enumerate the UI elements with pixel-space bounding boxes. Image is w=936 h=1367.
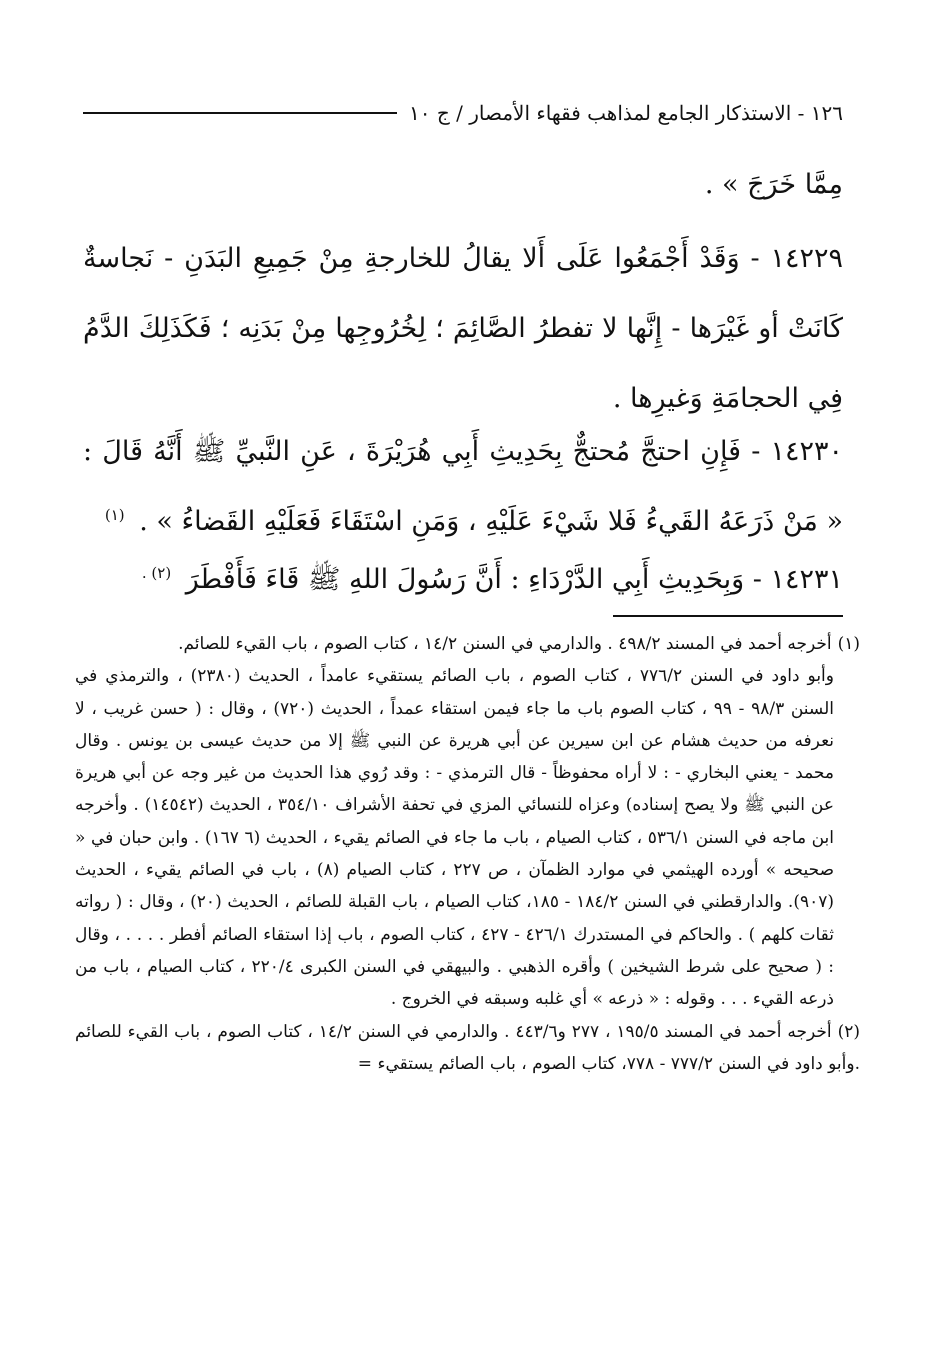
footnote-1 xyxy=(75,628,860,1016)
running-header xyxy=(83,96,843,130)
header-title: ١٢٦ - الاستذكار الجامع لمذاهب فقهاء الأمصار / ج ١٠ xyxy=(409,101,843,125)
continuation-text: مِمَّا خَرَجَ » . xyxy=(704,169,843,200)
footnote-2 xyxy=(75,1016,860,1081)
footnote-ref-2: (٢) . xyxy=(141,564,172,582)
paragraph-14231 xyxy=(83,545,843,615)
header-rule xyxy=(83,112,397,114)
paragraph-text: ١٤٢٣١ - وَبِحَدِيثِ أَبِي الدَّرْدَاءِ : أَنَّ رَسُولَ اللهِ ﷺ قَاءَ فَأَفْطَرَ xyxy=(185,564,843,595)
paragraph-text: ١٤٢٢٩ - وَقَدْ أَجْمَعُوا عَلَى أَلا يقالُ للخارجةِ مِنْ جَمِيعِ البَدَنِ - نَجاسةٌ كَانَتْ أو غَيْرَها - إِنَّها لا تفطرُ الصَّائِمَ ؛ لِخُرُوجِها مِنْ بَدَنِه ؛ فَكَذَلِكَ الدَّمُ فِي الحجامَةِ وَغيرِها . xyxy=(83,243,843,414)
footnote-ref-1: (١) xyxy=(104,506,125,524)
footnote-first-line: أخرجه أحمد في المسند ٤٩٨/٢ . والدارمي في السنن ١٤/٢ ، كتاب الصوم ، باب القيء للصائم. xyxy=(178,634,832,654)
paragraph-14230 xyxy=(83,417,843,557)
footnote-separator xyxy=(613,615,843,617)
paragraph-14229 xyxy=(83,224,843,434)
footnote-number: (٢) xyxy=(837,1021,860,1042)
footnote-body: وأبو داود في السنن ٧٧٦/٢ ، كتاب الصوم ، باب الصائم يستقيء عامداً ، الحديث (٢٣٨٠) ، والترمذي في السنن ٩٨/٣ - ٩٩ ، كتاب الصوم باب ما جاء فيمن استقاء عمداً ، الحديث (٧٢٠) ، وقال : ( حسن غريب ، لا نعرفه من حديث هشام عن ابن سيرين عن أبي هريرة عن النبي ﷺ إلا من حديث عيسى بن يونس . وقال محمد - يعني البخاري - : لا أراه محفوظاً - قال الترمذي - : وقد رُوي هذا الحديث من غير وجه عن أبي هريرة عن النبي ﷺ ولا يصح إسناده) وعزاه للنسائي المزي في تحفة الأشراف ٣٥٤/١٠ ، الحديث (١٤٥٤٢) . وأخرجه ابن ماجه في السنن ٥٣٦/١ ، كتاب الصيام ، باب ما جاء في الصائم يقيء ، الحديث (٦ ١٦٧) . وابن حبان في « صحيحه » أورده الهيثمي في موارد الظمآن ، ص ٢٢٧ ، كتاب الصيام (٨) ، باب في الصائم يقيء ، الحديث (٩٠٧). والدارقطني في السنن ١٨٤/٢ - ١٨٥، كتاب الصيام ، باب القبلة للصائم ، الحديث (٢٠) ، وقال : ( رواته ثقات كلهم ) . والحاكم في المستدرك ٤٢٦/١ - ٤٢٧ ، كتاب الصوم ، باب إذا استقاء الصائم أفطر . . . . ، وقال : ( صحيح على شرط الشيخين ) وأقره الذهبي . والبيهقي في السنن الكبرى ٢٢٠/٤ ، كتاب الصيام ، باب من ذرعه القيء . . . وقوله : « ذرعه » أي غلبه وسبقه في الخروج . xyxy=(75,666,835,1010)
paragraph-text: ١٤٢٣٠ - فَإِنِ احتجَّ مُحتجٌّ بِحَدِيثِ أَبِي هُرَيْرَةَ ، عَنِ النَّبيِّ ﷺ أَنَّهُ قَالَ : « مَنْ ذَرَعَهُ القَيءُ فَلا شَيْءَ عَلَيْهِ ، وَمَنِ اسْتَقَاءَ فَعَلَيْهِ القَضاءُ » . xyxy=(83,436,843,537)
footnote-number: (١) xyxy=(837,634,860,654)
footnote-first-line: أخرجه أحمد في المسند ١٩٥/٥ ، ٢٧٧ و٤٤٣/٦ . والدارمي في السنن ١٤/٢ ، كتاب الصوم ، باب القيء للصائم .وأبو داود في السنن ٧٧٧/٢ - ٧٧٨، كتاب الصوم ، باب الصائم يستقيء = xyxy=(75,1021,860,1074)
footnotes xyxy=(75,628,860,1080)
